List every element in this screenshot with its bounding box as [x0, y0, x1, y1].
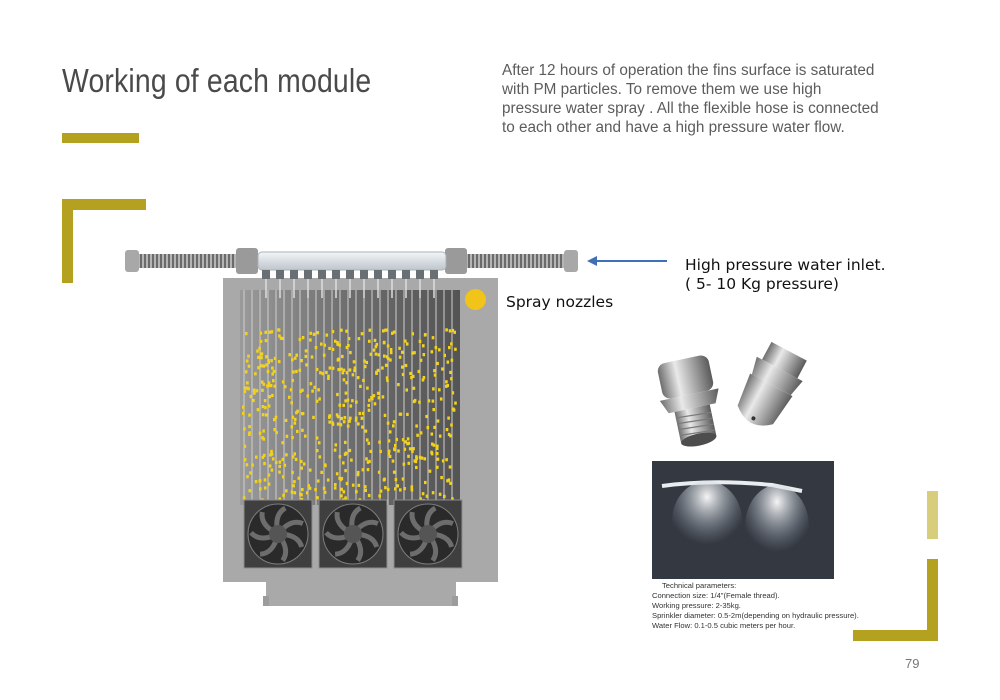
tech-line: Water Flow: 0.1-0.5 cubic meters per hour. — [652, 621, 796, 630]
cooling-fan — [319, 500, 387, 568]
flexible-hose-left — [128, 254, 238, 268]
spray-photo — [652, 461, 834, 579]
side-accent-bar — [927, 491, 938, 539]
title-underline — [62, 133, 139, 143]
page-title: Working of each module — [62, 62, 372, 99]
spray-nozzle-marker — [465, 289, 486, 310]
inlet-arrow — [585, 254, 670, 268]
spray-nozzles-label: Spray nozzles — [506, 293, 614, 311]
corner-bracket-right — [927, 559, 938, 641]
inlet-label-line1: High pressure water inlet. — [685, 256, 886, 274]
technical-parameters-title: Technical parameters: — [662, 581, 737, 590]
page-number: 79 — [905, 656, 920, 671]
description-text: After 12 hours of operation the fins surface is saturated with PM particles. To remove them we use high pressure water spray . All the flexible hose is connected to each other and have a high pressure water flow. — [502, 62, 879, 136]
fin-block — [240, 290, 460, 505]
technical-parameters — [652, 581, 882, 631]
cooling-fan — [244, 500, 312, 568]
flexible-hose-right — [460, 254, 570, 268]
corner-bracket-bottom — [853, 630, 938, 641]
tech-line: Working pressure: 2-35kg. — [652, 601, 741, 610]
cooling-fan — [394, 500, 462, 568]
corner-bracket-left — [62, 199, 73, 283]
inlet-label-line2: ( 5- 10 Kg pressure) — [685, 275, 839, 293]
water-manifold-pipe — [258, 252, 446, 270]
tech-line: Connection size: 1/4"(Female thread). — [652, 591, 780, 600]
corner-bracket-top — [62, 199, 146, 210]
tech-line: Sprinkler diameter: 0.5-2m(depending on hydraulic pressure). — [652, 611, 859, 620]
inlet-label — [685, 256, 886, 294]
fan-row — [244, 500, 462, 568]
nozzle-product-photo — [652, 342, 822, 450]
